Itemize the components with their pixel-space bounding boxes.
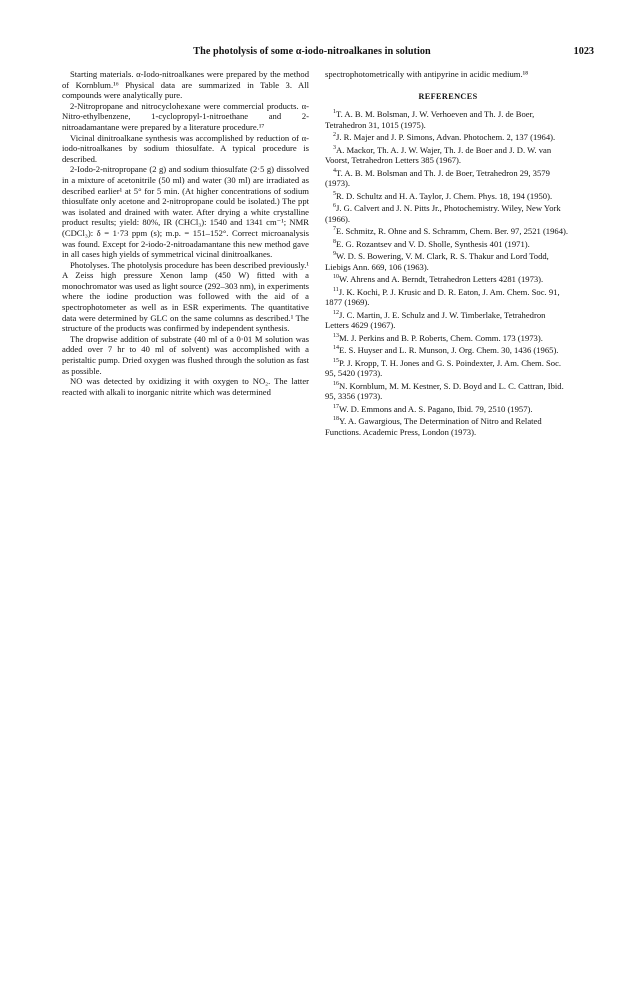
page-header xyxy=(0,46,624,60)
reference-text: E. Schmitz, R. Ohne and S. Schramm, Chem. Ber. 97, 2521 (1964). xyxy=(336,226,569,237)
reference-number: 7 xyxy=(333,226,336,233)
reference-number: 10 xyxy=(333,274,339,281)
reference-text: P. J. Kropp, T. H. Jones and G. S. Poindexter, J. Am. Chem. Soc. 95, 5420 (1973). xyxy=(325,357,562,379)
reference-number: 4 xyxy=(333,167,336,174)
paragraph-starting-materials: Starting materials. α-Iodo-nitroalkanes were prepared by the method of Kornblum.¹⁶ Physical data are summarized in Table 3. All compounds were analytically pure. xyxy=(62,69,309,101)
reference-number: 6 xyxy=(333,203,336,210)
references-heading: REFERENCES xyxy=(418,91,478,101)
reference-number: 14 xyxy=(333,345,339,352)
reference-text: N. Kornblum, M. M. Kestner, S. D. Boyd and L. C. Cattran, Ibid. 95, 3356 (1973). xyxy=(325,380,564,402)
reference-text: M. J. Perkins and B. P. Roberts, Chem. Comm. 173 (1973). xyxy=(339,332,543,343)
paragraph-continuation: spectrophotometrically with antipyrine in acidic medium.¹⁸ xyxy=(325,69,529,79)
reference-item xyxy=(325,143,571,166)
reference-number: 11 xyxy=(333,286,339,293)
reference-number: 17 xyxy=(333,403,339,410)
left-column xyxy=(62,69,309,397)
reference-item xyxy=(325,237,571,249)
reference-number: 18 xyxy=(333,416,339,423)
reference-number: 15 xyxy=(333,357,339,364)
reference-item xyxy=(325,308,571,331)
reference-number: 8 xyxy=(333,238,336,245)
paragraph-procedure: 2-Iodo-2-nitropropane (2 g) and sodium thiosulfate (2·5 g) dissolved in a mixture of acetonitrile (50 ml) and water (30 ml) are irradiated as described earlier¹ at 5° for 5 min. (At higher concentrations of sodium thiosulfate only acetone and 2-nitropropane could be isolated.) The ppt was isolated and drained with water. After drying a white crystalline product results; yield: 80%, IR (CHCl₃): 1540 and 1341 cm⁻¹; NMR (CDCl₃): δ = 1·73 ppm (s); m.p. = 151–152°. Correct microanalysis was found. Except for 2-iodo-2-nitroadamantane this new method gave in all cases high yields of symmetrical vicinal dinitroalkanes. xyxy=(62,164,309,260)
reference-text: W. Ahrens and A. Berndt, Tetrahedron Letters 4281 (1973). xyxy=(339,274,544,285)
reference-item xyxy=(325,130,571,142)
reference-text: E. G. Rozantsev and V. D. Sholle, Synthesis 401 (1971). xyxy=(336,238,530,249)
reference-item xyxy=(325,166,571,189)
paragraph-dropwise-addition: The dropwise addition of substrate (40 ml of a 0·01 M solution was added over 7 hr to 40 ml of solvent) was accomplished with a peristaltic pump. Dried oxygen was flushed through the solution as fast as possible. xyxy=(62,333,309,376)
reference-item xyxy=(325,414,571,437)
reference-item xyxy=(325,189,571,201)
reference-number: 5 xyxy=(333,190,336,197)
reference-text: J. K. Kochi, P. J. Krusic and D. R. Eaton, J. Am. Chem. Soc. 91, 1877 (1969). xyxy=(325,286,560,308)
reference-item xyxy=(325,402,571,414)
reference-item xyxy=(325,285,571,308)
reference-item xyxy=(325,379,571,402)
paragraph-photolyses: Photolyses. The photolysis procedure has been described previously.¹ A Zeiss high pressure Xenon lamp (450 W) fitted with a monochromator was used as light source (292–303 nm), in experiments where the iodine production was followed with the aid of a spectrophotometer as well as in ESR experiments. The quantitative data were determined by GLC on the same columns as described.¹ The structure of the products was confirmed by independent synthesis. xyxy=(62,259,309,334)
reference-text: T. A. B. M. Bolsman, J. W. Verhoeven and Th. J. de Boer, Tetrahedron 31, 1015 (1975). xyxy=(325,109,535,130)
page-number: 1023 xyxy=(573,46,594,57)
paragraph-vicinal-synthesis: Vicinal dinitroalkane synthesis was accomplished by reduction of α-iodo-nitroalkanes by sodium thiosulfate. A typical procedure is described. xyxy=(62,132,309,164)
reference-text: J. R. Majer and J. P. Simons, Advan. Photochem. 2, 137 (1964). xyxy=(336,132,556,143)
reference-number: 3 xyxy=(333,144,336,151)
reference-item xyxy=(325,331,571,343)
paragraph-no-detection: NO was detected by oxidizing it with oxygen to NO₂. The latter reacted with alkali to inorganic nitrite which was determined xyxy=(62,376,309,397)
reference-item xyxy=(325,272,571,284)
reference-item xyxy=(325,249,571,272)
reference-text: W. D. Emmons and A. S. Pagano, Ibid. 79, 2510 (1957). xyxy=(339,403,533,414)
reference-text: T. A. B. M. Bolsman and Th. J. de Boer, Tetrahedron 29, 3579 (1973). xyxy=(325,167,550,189)
reference-item xyxy=(325,343,571,355)
reference-number: 12 xyxy=(333,309,339,316)
reference-item xyxy=(325,107,571,130)
reference-number: 16 xyxy=(333,380,339,387)
reference-item xyxy=(325,356,571,379)
reference-text: J. C. Martin, J. E. Schulz and J. W. Timberlake, Tetrahedron Letters 4629 (1967). xyxy=(325,309,546,331)
reference-item xyxy=(325,224,571,236)
reference-text: A. Mackor, Th. A. J. W. Wajer, Th. J. de Boer and J. D. W. van Voorst, Tetrahedron Letters 385 (1967). xyxy=(325,144,552,166)
reference-text: E. S. Huyser and L. R. Munson, J. Org. Chem. 30, 1436 (1965). xyxy=(339,345,559,356)
running-title: The photolysis of some α-iodo-nitroalkanes in solution xyxy=(193,46,431,57)
reference-text: R. D. Schultz and H. A. Taylor, J. Chem. Phys. 18, 194 (1950). xyxy=(336,190,553,201)
reference-text: W. D. S. Bowering, V. M. Clark, R. S. Thakur and Lord Todd, Liebigs Ann. 669, 106 (1963). xyxy=(325,251,549,272)
reference-item xyxy=(325,201,571,224)
reference-number: 13 xyxy=(333,332,339,339)
reference-text: Y. A. Gawargious, The Determination of Nitro and Related Functions. Academic Press, London (1973). xyxy=(325,416,542,437)
references-list xyxy=(325,107,571,437)
reference-number: 2 xyxy=(333,132,336,139)
right-column xyxy=(325,69,571,437)
reference-number: 9 xyxy=(333,251,336,258)
paragraph-nitroalkanes: 2-Nitropropane and nitrocyclohexane were commercial products. α-Nitro-ethylbenzene, 1-cyclopropyl-1-nitroethane and 2-nitroadamantane were prepared by a literature procedure.¹⁷ xyxy=(62,100,309,132)
reference-number: 1 xyxy=(333,109,336,116)
reference-text: J. G. Calvert and J. N. Pitts Jr., Photochemistry. Wiley, New York (1966). xyxy=(325,203,561,224)
